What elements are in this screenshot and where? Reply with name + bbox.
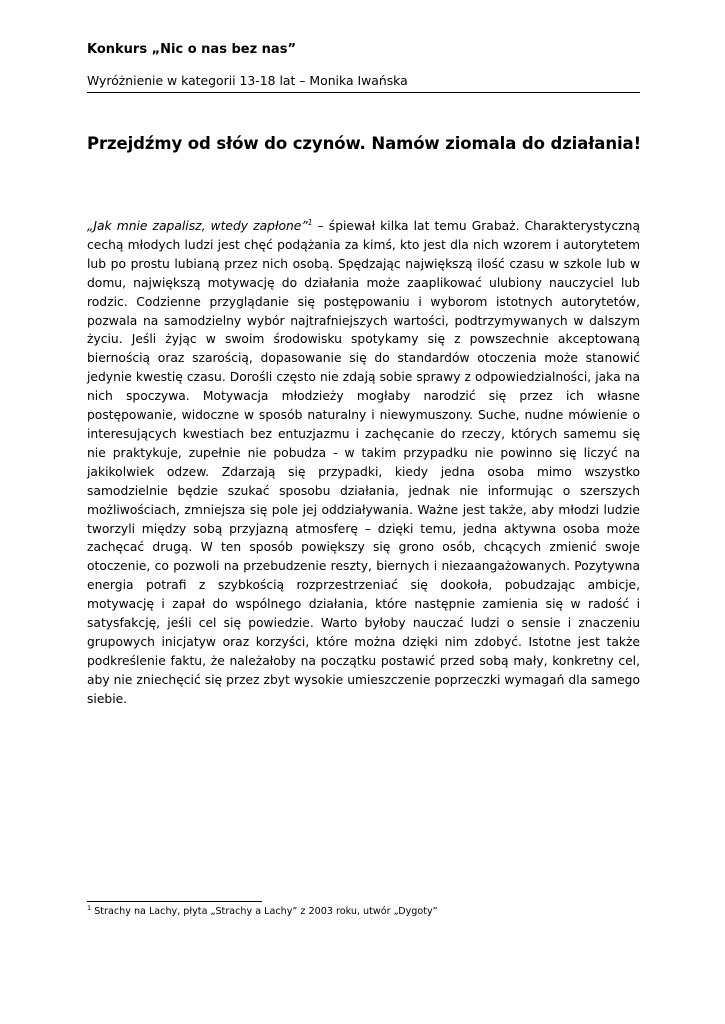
footnote-divider <box>87 901 262 902</box>
header-divider <box>87 92 640 93</box>
award-line: Wyróżnienie w kategorii 13-18 lat – Monika Iwańska <box>87 73 408 88</box>
contest-name: Konkurs „Nic o nas bez nas” <box>87 42 296 57</box>
footnote-text: Strachy na Lachy, płyta „Strachy a Lachy” z 2003 roku, utwór „Dygoty” <box>91 906 438 917</box>
footnote-number: 1 <box>87 903 92 912</box>
footnote-reference[interactable]: 1 <box>307 217 313 227</box>
footnote <box>87 903 438 917</box>
body-paragraph <box>87 217 640 709</box>
body-text: – śpiewał kilka lat temu Grabaż. Charakterystyczną cechą młodych ludzi jest chęć podążania za kimś, kto jest dla nich wzorem i autorytetem lub po prostu lubianą przez nich osobą. Spędzając największą ilość czasu w szkole lub w domu, największą motywację do działania może zaaplikować ulubiony nauczyciel lub rodzic. Codzienne przyglądanie się postępowaniu i wyborom istotnych autorytetów, pozwala na samodzielny wybór najtrafniejszych wartości, podtrzymywanych w dalszym życiu. Jeśli żyjąc w swoim środowisku spotykamy się z powszechnie akceptowaną biernością oraz szarością, dopasowanie się do standardów otoczenia może stanowić jedynie kwestię czasu. Dorośli często nie zdają sobie sprawy z odpowiedzialności, jaka na nich spoczywa. Motywacja młodzieży mogłaby narodzić się przez ich własne postępowanie, widoczne w sposób naturalny i niewymuszony. Suche, nudne mówienie o interesujących kwestiach bez entuzjazmu i zachęcanie do rzeczy, których samemu się nie praktykuje, zupełnie nie pobudza - w takim przypadku nie powinno się liczyć na jakikolwiek odzew. Zdarzają się przypadki, kiedy jedna osoba mimo wszystko samodzielnie będzie szukać sposobu działania, jednak nie informując o szerszych możliwościach, zmniejsza się pole jej oddziaływania. Ważne jest także, aby młodzi ludzie tworzyli między sobą przyjazną atmosferę – dzięki temu, jedna aktywna osoba może zachęcać drugą. W ten sposób powiększy się grono osób, chcących zmienić swoje otoczenie, co pozwoli na przebudzenie reszty, biernych i niezaangażowanych. Pozytywna energia potrafi z szybkością rozprzestrzeniać się dookoła, pobudzając ambicje, motywację i zapał do wspólnego działania, które następnie zamienia się w radość i satysfakcję, jeśli cel się powiedzie. Warto byłoby nauczać ludzi o sensie i znaczeniu grupowych inicjatyw oraz korzyści, które można dzięki nim zdobyć. Istotne jest także podkreślenie faktu, że należałoby na początku postawić przed sobą mały, konkretny cel, aby nie zniechęcić się przez zbyt wysokie umieszczenie poprzeczki wymagań dla samego siebie. <box>87 219 640 706</box>
lead-quote: „Jak mnie zapalisz, wtedy zapłone” <box>87 219 308 233</box>
document-title: Przejdźmy od słów do czynów. Namów ziomala do działania! <box>87 134 641 153</box>
